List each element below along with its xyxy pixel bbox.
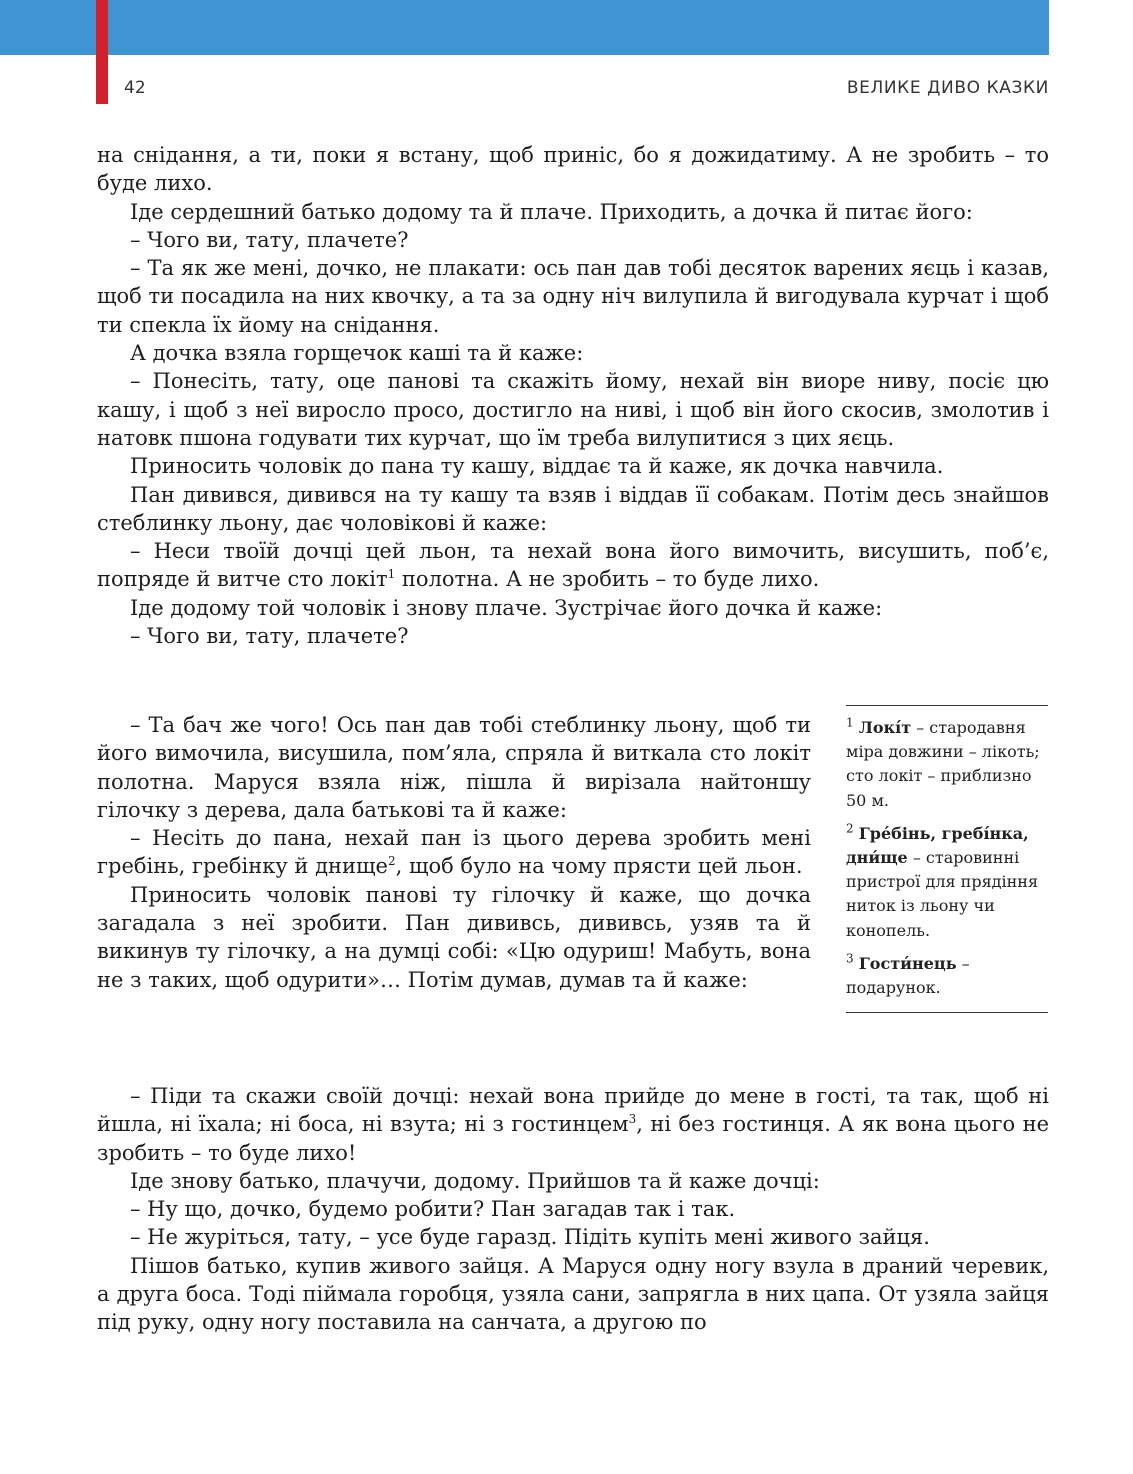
paragraph: – Чого ви, тату, плачете? <box>130 227 409 252</box>
page-number: 42 <box>124 78 146 98</box>
paragraph: – Ну що, дочко, будемо робити? Пан загадав так і так. <box>130 1197 736 1222</box>
footnote-ref: 3 <box>628 1112 637 1127</box>
paragraph: Іде знову батько, плачучи, додому. Прийшов та й каже дочці: <box>130 1168 820 1193</box>
paragraph: – Не журіться, тату, – усе буде гаразд. Підіть купіть мені живого зайця. <box>130 1225 930 1250</box>
footnote <box>846 716 1048 813</box>
footnote-term: Гре́бінь, гребі́нка, дни́ще <box>846 823 1029 868</box>
paragraph: – Та як же мені, дочко, не плакати: ось пан дав тобі десяток варених яєць і казав, щоб ти посадила на них квочку, а та за одну ніч вилупила й вигодувала курчат і щоб ти спекла їх йому на снідання. <box>97 256 1049 337</box>
footnote-definition: – старовинні пристрої для прядіння ниток із льону чи конопель. <box>846 848 1039 940</box>
text-column-mid <box>97 711 811 994</box>
footnotes-sidebar <box>846 705 1048 1013</box>
text-column-top <box>97 141 1049 650</box>
footnote-number: 1 <box>846 715 854 730</box>
paragraph: Приносить чоловік панові ту гілочку й каже, що дочка загадала з неї зробити. Пан дививсь, дививсь, узяв та й викинув ту гілочку, а на думці собі: «Цю одуриш! Мабуть, вона не з таких, щоб одурити»… Потім думав, думав та й каже: <box>97 882 811 992</box>
footnote-number: 2 <box>846 821 854 836</box>
paragraph: – Піди та скажи своїй дочці: нехай вона прийде до мене в гості, та так, щоб ні йшла, ні їхала; ні боса, ні взута; ні з гостинцем$^3$, ні без гостинця. А як вона цього не зробить – то буде лихо! <box>97 1084 1050 1165</box>
text-column-bottom <box>97 1082 1049 1337</box>
paragraph: – Неси твоїй дочці цей льон, та нехай вона його вимочить, висушить, поб’є, попряде й витче сто локіт$^1$ полотна. А не зробить – то буде лихо. <box>97 539 1049 592</box>
paragraph: – Несіть до пана, нехай пан із цього дерева зробить мені гребінь, гребінку й днище$^2$, щоб було на чому прясти цей льон. <box>97 826 811 879</box>
paragraph: Іде сердешний батько додому та й плаче. Приходить, а дочка й питає його: <box>130 199 973 224</box>
accent-bar <box>96 0 108 104</box>
footnote <box>846 952 1048 1000</box>
footnote <box>846 822 1048 943</box>
paragraph: – Та бач же чого! Ось пан дав тобі стеблинку льону, щоб ти його вимочила, висушила, пом’яла, спряла й виткала сто локіт полотна. Маруся взяла ніж, пішла й вирізала найтоншу гілочку з дерева, дала батькові та й каже: <box>97 713 811 822</box>
paragraph: – Понесіть, тату, оце панові та скажіть йому, нехай він виоре ниву, посіє цю кашу, і щоб з неї виросло просо, достигло на ниві, і щоб він його скосив, змолотив і натовк пшона годувати тих курчат, що їм треба вилупитися з цих яєць. <box>97 369 1049 450</box>
paragraph: Пішов батько, купив живого зайця. А Маруся одну ногу взула в драний черевик, а друга боса. Тоді піймала горобця, узяла сани, запрягла в них цапа. От узяла зайця під руку, одну ногу поставила на санчата, а другою по <box>97 1253 1049 1335</box>
footnote-ref: 2 <box>387 854 396 869</box>
footnote-term: Гости́нець <box>858 953 957 973</box>
paragraph: Пан дивився, дивився на ту кашу та взяв і віддав її собакам. Потім десь знайшов стеблинку льону, дає чоловікові й каже: <box>97 482 1049 535</box>
footnote-definition: – стародавня міра довжини – лікоть; сто локіт – приблизно 50 м. <box>846 718 1040 810</box>
paragraph: – Чого ви, тату, плачете? <box>130 624 409 649</box>
running-title: ВЕЛИКЕ ДИВО КАЗКИ <box>846 78 1049 98</box>
footnote-term: Локі́т <box>858 718 912 737</box>
footnote-ref: 1 <box>387 567 396 582</box>
paragraph: Приносить чоловік до пана ту кашу, віддає та й каже, як дочка навчила. <box>130 454 944 479</box>
footnote-definition: – подарунок. <box>846 953 970 998</box>
paragraph: Іде додому той чоловік і знову плаче. Зустрічає його дочка й каже: <box>130 595 883 620</box>
footnote-number: 3 <box>846 951 854 966</box>
paragraph: на снідання, а ти, поки я встану, щоб приніс, бо я дожидатиму. А не зробить – то буде лихо. <box>97 143 1049 196</box>
paragraph: А дочка взяла горщечок каші та й каже: <box>130 341 584 366</box>
header-band <box>0 0 1049 55</box>
